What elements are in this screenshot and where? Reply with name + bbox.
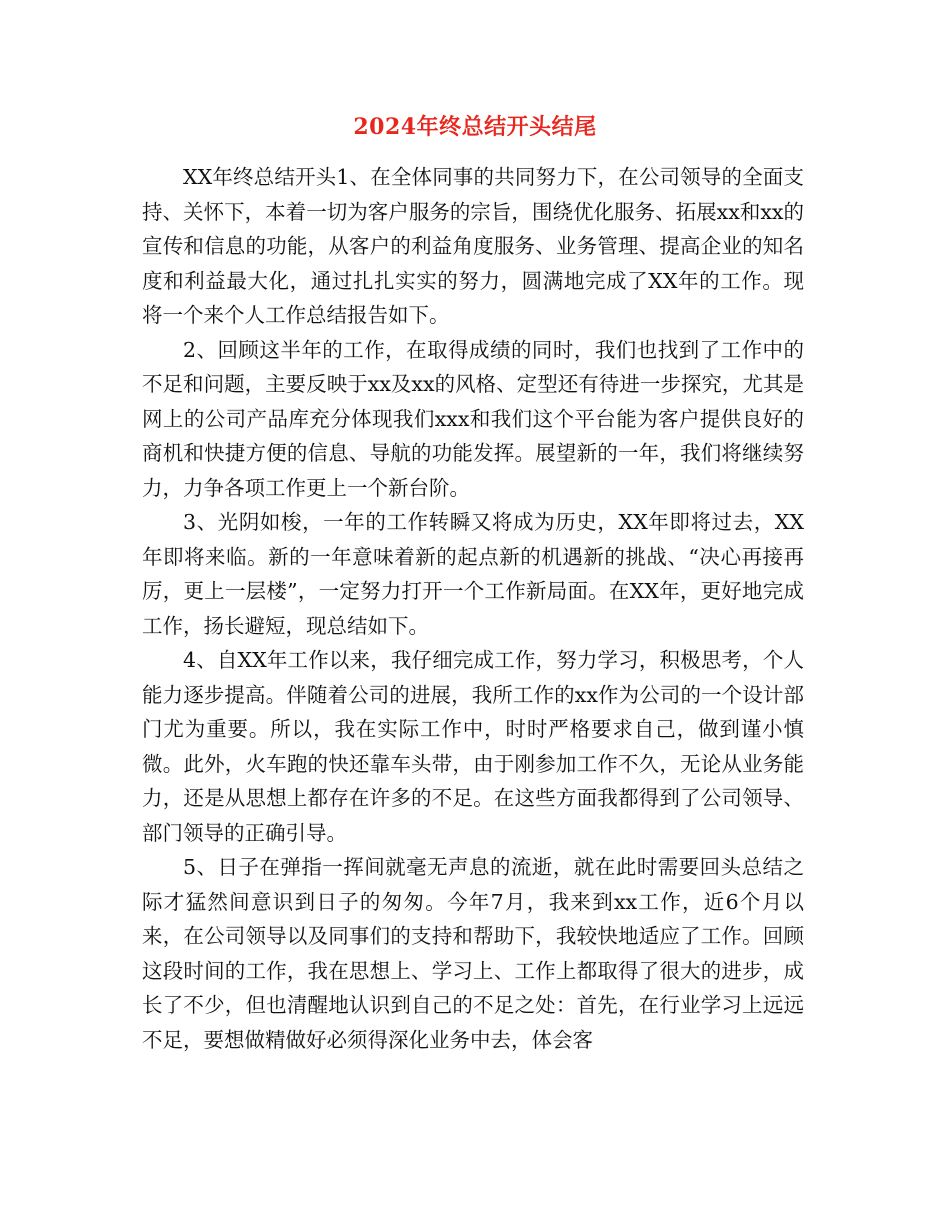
paragraph-1: XX年终总结开头1、在全体同事的共同努力下，在公司领导的全面支持、关怀下，本着一切为客户服务的宗旨，围绕优化服务、拓展xx和xx的宣传和信息的功能，从客户的利益角度服务、业务管理、提高企业的知名度和利益最大化，通过扎扎实实的努力，圆满地完成了XX年的工作。现将一个来个人工作总结报告如下。: [142, 165, 804, 327]
document-title: 2024年终总结开头结尾: [353, 114, 597, 140]
paragraph-4: 4、自XX年工作以来，我仔细完成工作，努力学习，积极思考，个人能力逐步提高。伴随着公司的进展，我所工作的xx作为公司的一个设计部门尤为重要。所以，我在实际工作中，时时严格要求自己，做到谨小慎微。此外，火车跑的快还靠车头带，由于刚参加工作不久，无论从业务能力，还是从思想上都存在许多的不足。在这些方面我都得到了公司领导、部门领导的正确引导。: [142, 648, 804, 845]
paragraph-5: 5、日子在弹指一挥间就毫无声息的流逝，就在此时需要回头总结之际才猛然间意识到日子的匆匆。今年7月，我来到xx工作，近6个月以来，在公司领导以及同事们的支持和帮助下，我较快地适应了工作。回顾这段时间的工作，我在思想上、学习上、工作上都取得了很大的进步，成长了不少，但也清醒地认识到自己的不足之处：首先，在行业学习上远远不足，要想做精做好必须得深化业务中去，体会客: [142, 855, 804, 1052]
document-body: [142, 160, 804, 1057]
paragraph-2: 2、回顾这半年的工作，在取得成绩的同时，我们也找到了工作中的不足和问题，主要反映于xx及xx的风格、定型还有待进一步探究，尤其是网上的公司产品库充分体现我们xxx和我们这个平台能为客户提供良好的商机和快捷方便的信息、导航的功能发挥。展望新的一年，我们将继续努力，力争各项工作更上一个新台阶。: [142, 337, 804, 500]
paragraph-3: 3、光阴如梭，一年的工作转瞬又将成为历史，XX年即将过去，XX年即将来临。新的一年意味着新的起点新的机遇新的挑战、“决心再接再厉，更上一层楼”，一定努力打开一个工作新局面。在XX年，更好地完成工作，扬长避短，现总结如下。: [142, 510, 804, 638]
